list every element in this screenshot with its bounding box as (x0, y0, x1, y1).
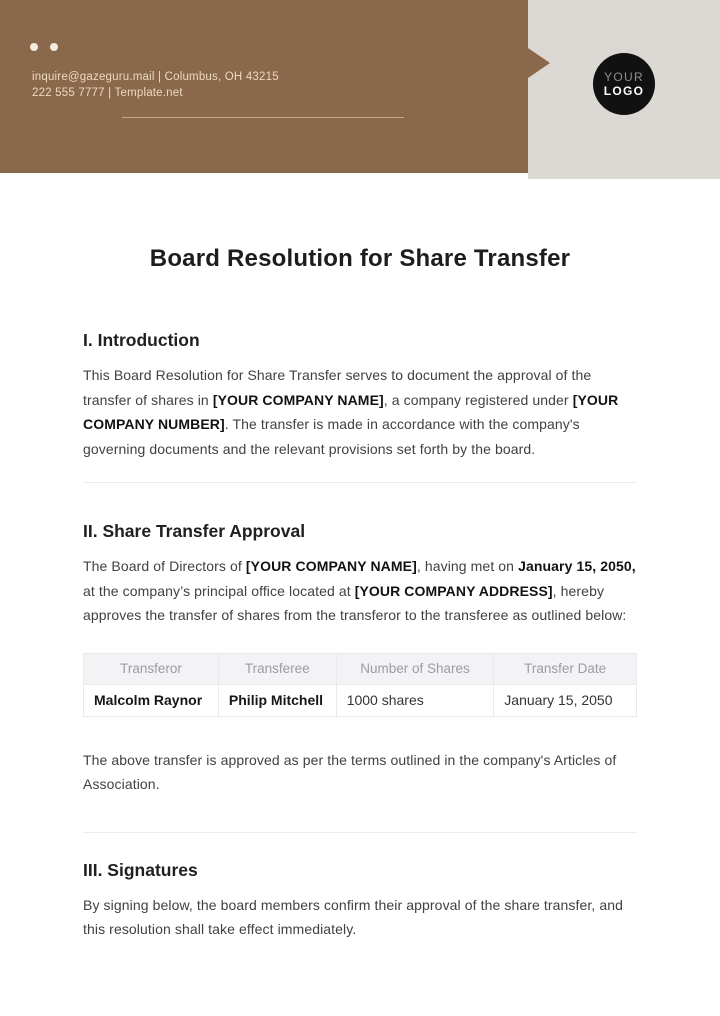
document-body (83, 179, 637, 942)
logo-text-your: YOUR (604, 70, 644, 84)
approval-heading: II. Share Transfer Approval (83, 521, 306, 541)
column-header-transfer-date: Transfer Date (494, 653, 637, 684)
section-divider (83, 482, 637, 483)
section-divider (83, 832, 637, 833)
intro-heading: I. Introduction (83, 330, 200, 350)
column-header-transferee: Transferee (218, 653, 336, 684)
header-banner (0, 0, 528, 173)
letterhead (0, 0, 720, 179)
decor-dot-icon (50, 43, 58, 51)
banner-arrow (528, 48, 550, 78)
table-row (84, 684, 637, 716)
cell-transferee: Philip Mitchell (218, 684, 336, 716)
cell-transferor: Malcolm Raynor (84, 684, 219, 716)
cell-transfer-date: January 15, 2050 (494, 684, 637, 716)
header-underline (122, 117, 404, 118)
contact-line-email-address: inquire@gazeguru.mail | Columbus, OH 43215 (32, 71, 279, 83)
contact-line-phone-website: 222 555 7777 | Template.net (32, 86, 183, 99)
decor-dot-icon (30, 43, 38, 51)
table-header-row (84, 653, 637, 684)
company-logo (593, 53, 655, 115)
approval-note-paragraph: The above transfer is approved as per the terms outlined in the company's Articles of Association. (83, 751, 617, 792)
page-title: Board Resolution for Share Transfer (149, 245, 571, 272)
intro-paragraph: This Board Resolution for Share Transfer serves to document the approval of the transfer of shares in [YOUR COMPANY NAME], a company registered under [YOUR COMPANY NUMBER]. The transfer is made in accordance with the company's governing documents and the relevant provisions set forth by the board. (83, 367, 619, 457)
signatures-heading: III. Signatures (83, 859, 198, 880)
logo-text-logo: LOGO (603, 84, 645, 98)
signatures-paragraph: By signing below, the board members confirm their approval of the share transfer, and this resolution shall take effect immediately. (83, 896, 624, 937)
column-header-number-of-shares: Number of Shares (336, 653, 494, 684)
column-header-transferor: Transferor (84, 653, 219, 684)
cell-number-of-shares: 1000 shares (336, 684, 494, 716)
share-transfer-table (83, 653, 637, 717)
contact-info (32, 70, 279, 101)
approval-paragraph: The Board of Directors of [YOUR COMPANY NAME], having met on January 15, 2050, at the company’s principal office located at [YOUR COMPANY ADDRESS], hereby approves the transfer of shares from the transferor to the transferee as outlined below: (83, 558, 636, 623)
